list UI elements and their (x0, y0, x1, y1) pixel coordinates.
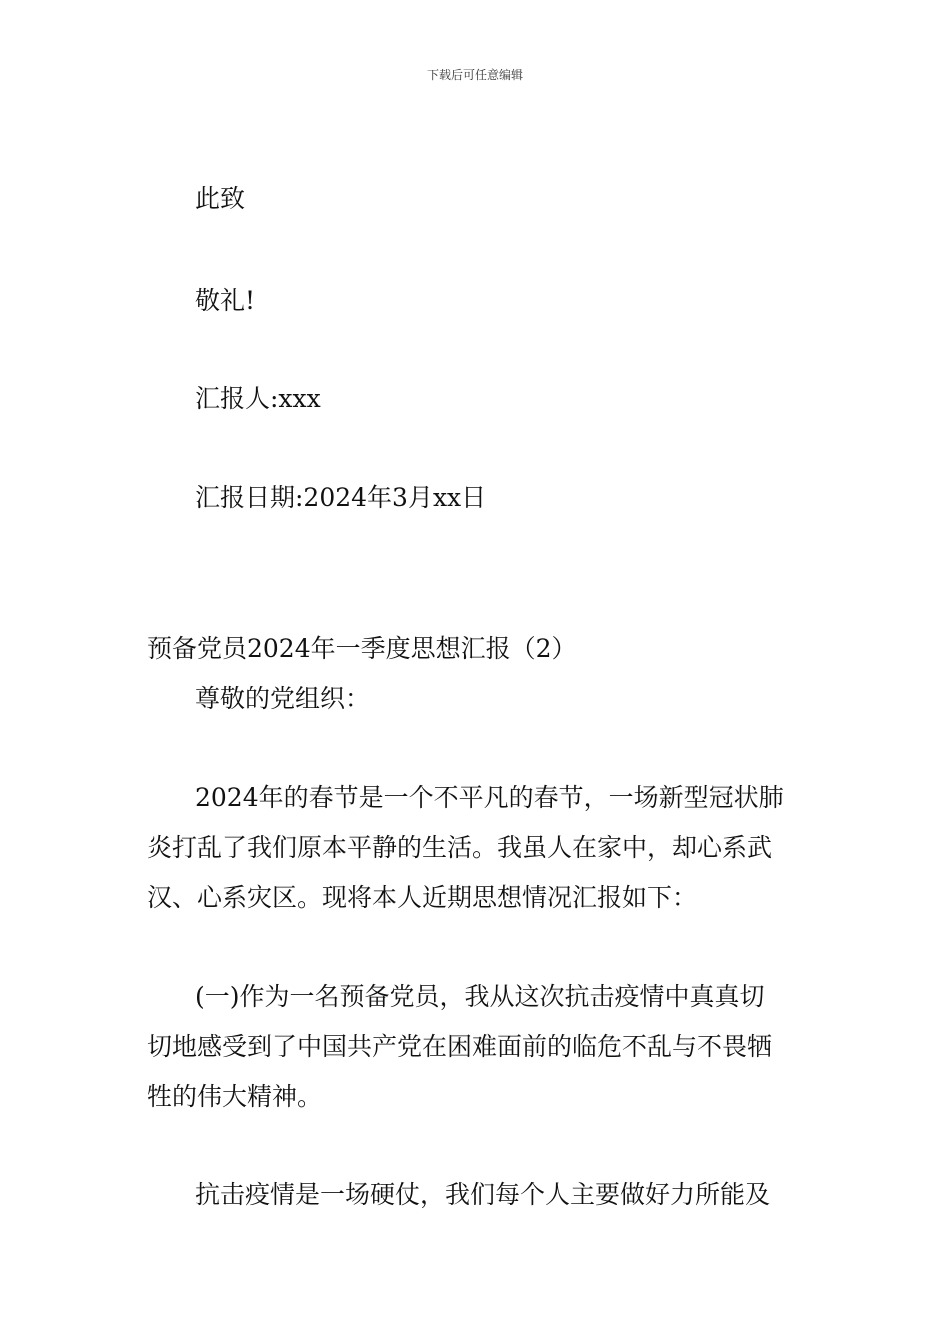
paragraph-line: 炎打乱了我们原本平静的生活。我虽人在家中，却心系武 (147, 833, 773, 862)
paragraph-line: 牲的伟大精神。 (147, 1082, 323, 1111)
paragraph-line: 抗击疫情是一场硬仗，我们每个人主要做好力所能及 (195, 1180, 771, 1209)
paragraph-line: (一)作为一名预备党员，我从这次抗击疫情中真真切 (195, 982, 765, 1011)
paragraph-line: 切地感受到了中国共产党在困难面前的临危不乱与不畏牺 (147, 1032, 773, 1061)
greeting-line: 尊敬的党组织： (195, 684, 371, 713)
closing-respect: 敬礼! (195, 286, 256, 315)
paragraph-line: 2024年的春节是一个不平凡的春节，一场新型冠状肺 (195, 783, 784, 812)
closing-salutation: 此致 (195, 184, 246, 213)
page-header-note: 下载后可任意编辑 (426, 68, 523, 82)
paragraph-line: 汉、心系灾区。现将本人近期思想情况汇报如下： (147, 883, 698, 912)
reporter-line: 汇报人:xxx (195, 384, 321, 413)
report-date-line: 汇报日期:2024年3月xx日 (195, 483, 487, 512)
report-title: 预备党员2024年一季度思想汇报（2） (147, 634, 577, 663)
